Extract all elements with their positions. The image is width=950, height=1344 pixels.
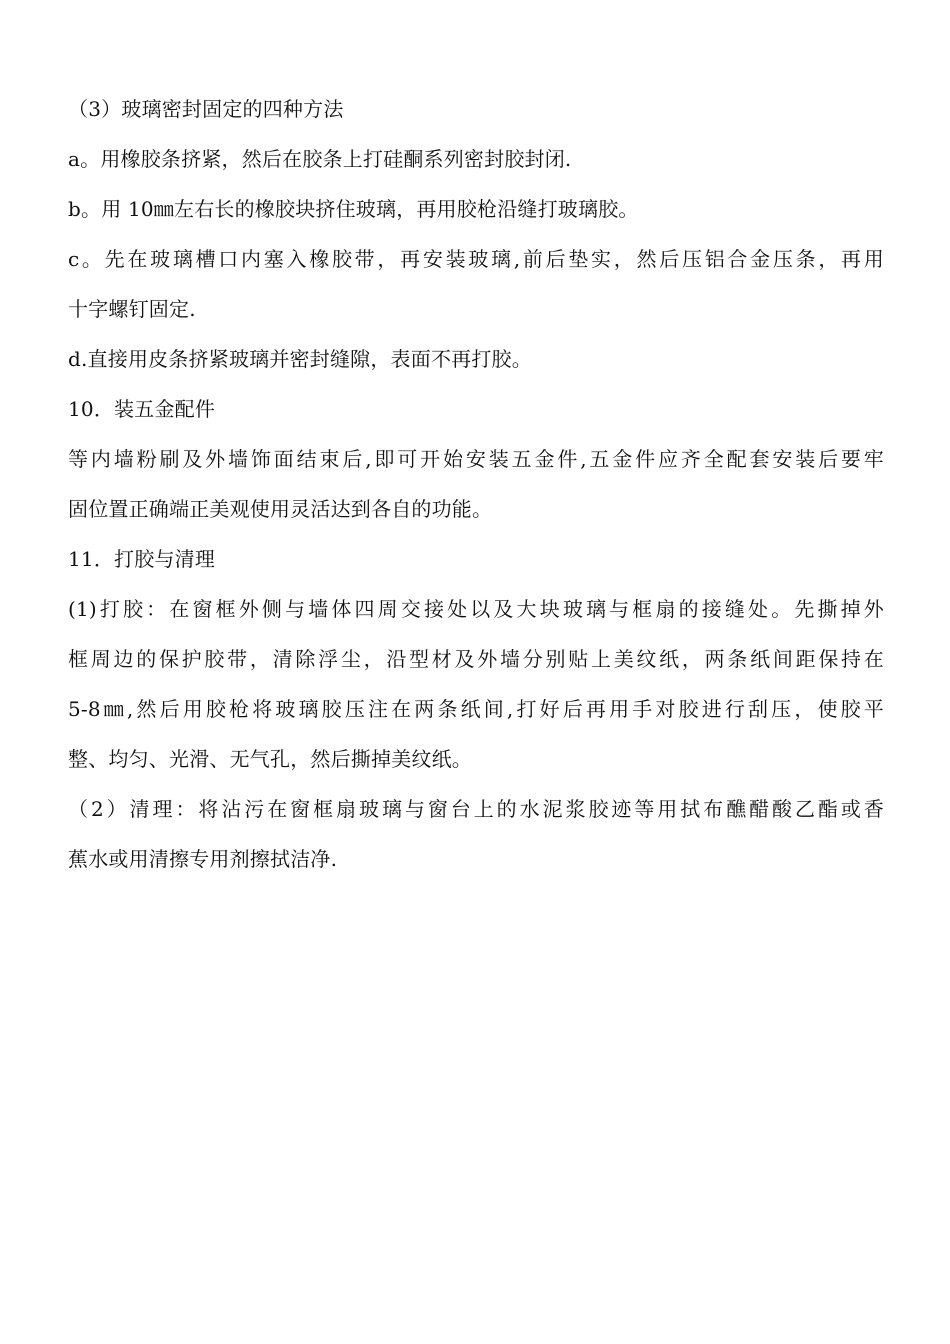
heading-glue-and-cleaning: 11．打胶与清理 <box>68 547 216 571</box>
hardware-paragraph-line-2: 固位置正确端正美观使用灵活达到各自的功能。 <box>68 497 493 521</box>
glue-paragraph-line-1: (1)打胶：在窗框外侧与墙体四周交接处以及大块玻璃与框扇的接缝处。先撕掉外 <box>68 597 884 621</box>
glue-paragraph-line-3: 5-8㎜,然后用胶枪将玻璃胶压注在两条纸间,打好后再用手对胶进行刮压，使胶平 <box>68 697 884 721</box>
cleaning-paragraph-line-1: （2）清理：将沾污在窗框扇玻璃与窗台上的水泥浆胶迹等用拭布醮醋酸乙酯或香 <box>68 797 884 821</box>
method-b: b。用 10㎜左右长的橡胶块挤住玻璃，再用胶枪沿缝打玻璃胶。 <box>68 197 639 221</box>
section-heading-glass-sealing: （3）玻璃密封固定的四种方法 <box>68 97 344 121</box>
heading-hardware-installation: 10．装五金配件 <box>68 397 216 421</box>
glue-paragraph-line-2: 框周边的保护胶带，清除浮尘，沿型材及外墙分别贴上美纹纸，两条纸间距保持在 <box>68 647 884 671</box>
cleaning-paragraph-line-2: 蕉水或用清擦专用剂擦拭洁净. <box>68 847 338 871</box>
document-page <box>68 84 884 884</box>
glue-paragraph-line-4: 整、均匀、光滑、无气孔，然后撕掉美纹纸。 <box>68 747 472 771</box>
method-c-line-2: 十字螺钉固定. <box>68 297 196 321</box>
hardware-paragraph-line-1: 等内墙粉刷及外墙饰面结束后,即可开始安装五金件,五金件应齐全配套安装后要牢 <box>68 447 884 471</box>
method-a: a。用橡胶条挤紧，然后在胶条上打硅酮系列密封胶封闭. <box>68 147 572 171</box>
method-c-line-1: c。先在玻璃槽口内塞入橡胶带，再安装玻璃,前后垫实，然后压铝合金压条，再用 <box>68 247 884 271</box>
method-d: d.直接用皮条挤紧玻璃并密封缝隙，表面不再打胶。 <box>68 347 532 371</box>
